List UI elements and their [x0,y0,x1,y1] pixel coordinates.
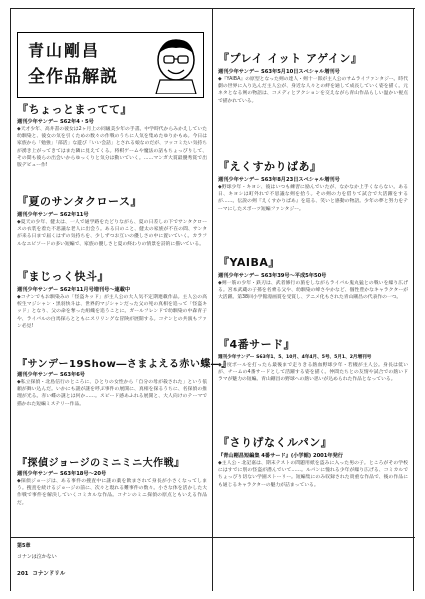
section-title-chotto: 『ちょっとまってて』 [17,103,132,116]
column-divider [212,8,213,591]
section-body-sunday-19show: ◆私立探偵・北島信行のところに、ひとりの女性から「自分の母が殺された」という依頼が舞い込んだ。いかにも謎が謎を呼ぶ事件の展開に、真相を探るうちに、名探偵の推理が光る。赤い蝶の謎とは何か……。スピード感あふれる展開と、大人向けのテーマで描かれた短編ミステリー作品。 [17,380,207,407]
bottom-divider [10,537,415,538]
section-body-magic-kaito: ◆コナンでもお馴染みの「怪盗キッド」が主人公の大人気不定期連載作品。主人公の高校生マジシャン・黒羽快斗は、世界的マジシャンだった父の死の真相を追って「怪盗キッド」となり、父の命を奪った組織を追うことに。ガールフレンドで幼馴染の中森青子や、ライバルの白馬探らとともにスリリングな冒険が展開する。コナンとの共演もファン必見! [17,295,207,329]
section-meta-chotto: 週刊少年サンデー S62年4・5号 [17,119,94,125]
section-title-play-it-again: 『プレイ イット アゲイン』 [218,52,363,65]
section-meta-sunday-19show: 週刊少年サンデー S63年6号 [17,372,85,378]
section-title-summer-santa: 『夏のサンタクロース』 [17,195,142,208]
section-body-sarigenaku-lupin: ◆主人公・北記嘉は、期末テストの問題用紙を盗みに入った男の子。ところがその学校にはすでに別の怪盗が潜んでいて……。ルパンに憧れる少年が繰り広げる、コミカルでちょっぴり切ない学園ストーリー。短編集にのみ収録された貴重な作品で、後の作品にも通じるキャラクターの魅力が詰まっている。 [218,461,408,488]
section-meta-sarigenaku-lupin: 『青山剛昌短編集 4番サード』(小学館) 2001年発行 [218,453,343,459]
page-number: 201 [17,571,29,577]
section-body-yaiba: ◆剣一筋の少年・鉄刃は、武者修行の旅をしながらライバル鬼丸猛との戦いを繰り広げる。宮本武蔵の子孫を名乗る父や、幼馴染の峰さやかなど、個性豊かなキャラクターが大活躍。第38回小学館漫画賞を受賞し、アニメ化もされた青山剛昌の代表作の一つ。 [218,281,408,301]
section-body-excalibur: ◆野球少年・キヨシ、彼はいつも練習に励んでいたが、なかなか上手くならない。ある日、キヨシは町外れで不思議な剣を拾う。その剣の力を借りて試合で大活躍をするが……。伝説の剣『えくすかりばあ』を巡る、笑いと感動の物語。少年の夢と努力をテーマにしたスポーツ短編ファンタジー。 [218,185,408,212]
continued-text [218,10,408,48]
section-meta-summer-santa: 週刊少年サンデー S62年11号 [17,212,89,218]
left-border [10,8,11,591]
section-body-play-it-again: ◆『YAIBA』の原型となった剣の達人・剣十一郎が主人公のサムライファンタジー。時代劇の世界に入り込んだ主人公が、身近な人々との絆を通して成長していく姿を描く。元ネタとなる剣の物語は、コメディとアクションを交えながら青山作品らしい温かい視点で描かれている。 [218,77,408,104]
section-meta-magic-kaito: 週刊少年サンデー S62年11月号増刊号～連載中 [17,287,131,293]
section-meta-excalibur: 週刊少年サンデー S63年8月23日スペシャル増刊号 [218,177,340,183]
section-body-4ban-sado: ◆一度ボールを打ったら最後まで走りきる熱血野球少年・若槻が主人公。身長は低いが、チームの4番サードとして活躍する姿を描く。仲間たちとの友情や試合での熱いドラマが魅力の短編。青山剛昌の野球への熱い思いが込められた作品となっている。 [218,363,408,383]
section-body-detective-george: ◆探偵ジョージは、ある事件の捜査中に謎の薬を飲まされて身長が小さくなってしまう。捜査を続けるジョージの前に、次々と現れる難事件の数々。小さな体を活かした大作戦で事件を解決していくコミカルな作品。コナンのミニ探偵の原点ともいえる作品だ。 [17,479,207,506]
section-title-4ban-sado: 『4番サード』 [218,338,296,351]
section-meta-detective-george: 週刊少年サンデー S63年18号～20号 [17,471,107,477]
book-title: コナンドリル [32,571,66,577]
right-border [413,8,414,591]
chapter-label: 第5章 [17,543,31,549]
section-title-excalibur: 『えくすかりばあ』 [218,160,322,173]
chapter-subtitle: コナンは泣かない [17,554,57,560]
header-subtitle: 全作品解説 [28,67,118,87]
section-meta-play-it-again: 週刊少年サンデー S63年5月10日スペシャル増刊号 [218,69,340,75]
section-title-sunday-19show: 『サンデー19Show―さまよえる赤い蝶―』 [17,359,232,370]
section-title-yaiba: 『YAIBA』 [218,256,280,269]
top-border [10,8,415,9]
section-meta-4ban-sado: 週刊少年サンデー S63年1、5、10月、4年4月、5号、5月1、2月増刊号 [218,355,372,360]
section-title-detective-george: 『探偵ジョージのミニミニ大作戦』 [17,458,185,469]
section-meta-yaiba: 週刊少年サンデー S63年39号～平成5年50号 [218,273,327,279]
section-body-chotto: ◆天才少年、高井書の彼女は2ヶ月上の同級美少年の手書。中学時代からみかえしていた幼馴染と、彼女の気を引くための数々の作戦のうちに人気を集めたゆりかもめ。今日は家族から「勉強」「部活」な遊び「いい会話」とされる娘なのだが、ツッコミたい気持ちが湧き上がってきてはまた隣に見えてくる。将棋ゲームや魔法の話もちょっぴりして、その間も彼らの出会いからゆっくりと気分は動いていく。……マンガ大賞最優秀賞で出版デビュー作! [17,127,207,169]
section-title-magic-kaito: 『まじっく快斗』 [17,270,109,283]
header-title: 青山剛昌 [28,41,101,60]
author-caricature-icon [150,34,202,94]
section-title-sarigenaku-lupin: 『さりげなくルパン』 [218,436,333,449]
section-body-summer-santa: ◆夏天の少年、健太は、一人で通学路をたどりながら、夏の日差しの下でサンタクロースの衣装を着た不思議な老人に出会う。ある日のこと、健太の家族が不在の間、サンタが来る日まで届くはずの気持ちを、少しずつお互いの優しさの中に置いていく。カラフルなエピソードの多い短編で、家族の優しさと夏の終わりの情景を詩的に描いている。 [17,220,207,247]
page-number-line [17,569,65,577]
